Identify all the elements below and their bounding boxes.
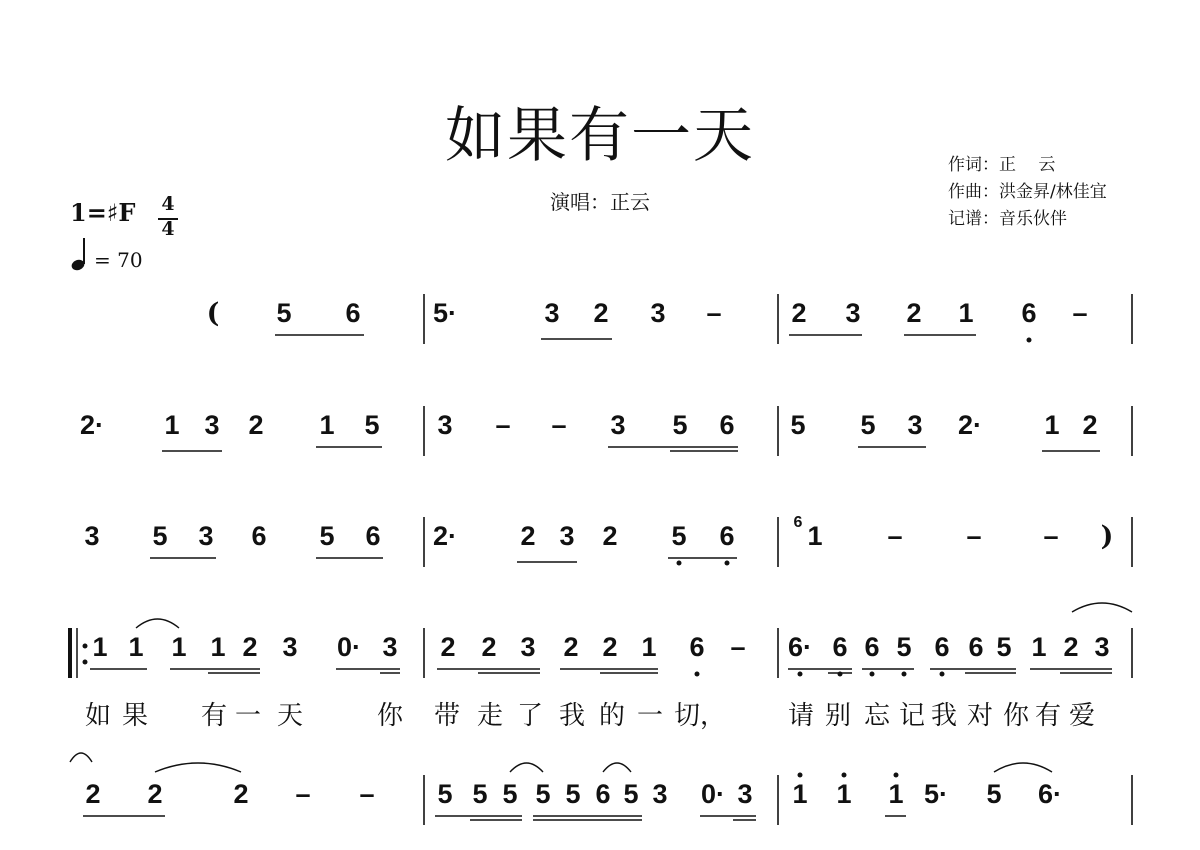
note: 2 <box>248 410 264 440</box>
note: 2 <box>1063 632 1079 662</box>
note: – <box>359 779 375 809</box>
note: 6· <box>1037 779 1063 809</box>
note: 6 <box>251 521 267 551</box>
lyric-char: 果 <box>121 701 149 731</box>
lyric-char: 你 <box>1002 701 1030 731</box>
note: 1 <box>92 632 108 662</box>
note: 3 <box>544 298 560 328</box>
note: – <box>966 521 982 551</box>
lyric-char: 别 <box>824 701 852 731</box>
note: 6 <box>345 298 361 328</box>
note: 3 <box>559 521 575 551</box>
note: 6 <box>1021 298 1037 328</box>
lyric-char: 如 <box>84 701 112 731</box>
lyric-char: 忘 <box>863 701 891 731</box>
octave-dot-low <box>1027 338 1032 343</box>
octave-dot-high <box>798 773 803 778</box>
tempo-marking: = 70 <box>94 248 143 272</box>
lyric-char: 的 <box>598 701 626 731</box>
note: 0· <box>700 779 726 809</box>
note: – <box>730 632 746 662</box>
note: 5 <box>790 410 806 440</box>
note: 2 <box>233 779 249 809</box>
octave-dot-low <box>940 672 945 677</box>
lyric-char: 有 <box>1034 701 1062 731</box>
note: 3 <box>610 410 626 440</box>
note: 6 <box>719 521 735 551</box>
note: 2 <box>563 632 579 662</box>
transcriber-credit: 记谱：音乐伙伴 <box>948 209 1067 229</box>
lyric-char: 带 <box>433 701 461 731</box>
note: 5 <box>996 632 1012 662</box>
note: 1 <box>792 779 808 809</box>
note: 6 <box>968 632 984 662</box>
singer-credit: 演唱：正云 <box>550 190 650 214</box>
note: 2 <box>440 632 456 662</box>
note: 5 <box>896 632 912 662</box>
note: 6 <box>365 521 381 551</box>
note: 5 <box>276 298 292 328</box>
note: 6 <box>864 632 880 662</box>
note: 2 <box>147 779 163 809</box>
note: 1 <box>128 632 144 662</box>
note: – <box>1043 521 1059 551</box>
slur <box>603 763 631 772</box>
note: 2· <box>79 410 105 440</box>
note: 3 <box>437 410 453 440</box>
note: 3 <box>652 779 668 809</box>
note: 6 <box>595 779 611 809</box>
lyric-char: 请 <box>787 701 815 731</box>
lyric-char: 对 <box>966 701 994 731</box>
grace-note: 6 <box>793 514 803 531</box>
repeat-dot <box>83 660 88 665</box>
note: 5 <box>671 521 687 551</box>
note: 2 <box>791 298 807 328</box>
note: – <box>295 779 311 809</box>
lyric-char: 走 <box>476 701 504 731</box>
octave-dot-high <box>842 773 847 778</box>
lyric-char: 有 <box>200 701 228 731</box>
key-signature: 1=♯F <box>70 198 136 227</box>
note: 5· <box>923 779 949 809</box>
repeat-dot <box>83 644 88 649</box>
note: 1 <box>958 298 974 328</box>
note: 1 <box>641 632 657 662</box>
note: 5 <box>623 779 639 809</box>
note: 1 <box>319 410 335 440</box>
slur <box>510 763 543 772</box>
lyric-char: 一 <box>234 701 262 731</box>
note: 3 <box>198 521 214 551</box>
note: 5 <box>986 779 1002 809</box>
note: – <box>706 298 722 328</box>
note: 1 <box>888 779 904 809</box>
octave-dot-low <box>695 672 700 677</box>
lyric-char: 天 <box>276 701 304 731</box>
note: 5 <box>860 410 876 440</box>
lyric-char: 我 <box>930 701 958 731</box>
note: 1 <box>1044 410 1060 440</box>
note: 3 <box>845 298 861 328</box>
time-signature-top: 4 <box>161 193 175 215</box>
note: 6 <box>832 632 848 662</box>
note: 2· <box>957 410 983 440</box>
lyric-char: 我 <box>558 701 586 731</box>
lyric-char: 切， <box>673 701 727 731</box>
note: 3 <box>650 298 666 328</box>
note: 3 <box>84 521 100 551</box>
slur <box>1072 603 1132 612</box>
note: 5 <box>319 521 335 551</box>
note: 2 <box>242 632 258 662</box>
note: 5 <box>364 410 380 440</box>
octave-dot-low <box>838 672 843 677</box>
note: 5 <box>535 779 551 809</box>
note: 5 <box>672 410 688 440</box>
note: 2 <box>85 779 101 809</box>
note: – <box>495 410 511 440</box>
note: 2 <box>1082 410 1098 440</box>
lyricist-credit: 作词：正 云 <box>948 155 1056 175</box>
note: 0· <box>336 632 362 662</box>
note: 5 <box>437 779 453 809</box>
note: 2 <box>481 632 497 662</box>
note: 1 <box>836 779 852 809</box>
note: 5 <box>502 779 518 809</box>
octave-dot-low <box>725 561 730 566</box>
note: 3 <box>907 410 923 440</box>
note: 2· <box>432 521 458 551</box>
page-title: 如果有一天 <box>445 101 755 171</box>
note: 6· <box>787 632 813 662</box>
slur <box>70 753 92 762</box>
note: – <box>1072 298 1088 328</box>
note: 5 <box>152 521 168 551</box>
note: ( <box>206 298 220 329</box>
lyric-char: 你 <box>376 701 404 731</box>
octave-dot-low <box>902 672 907 677</box>
slur <box>155 763 241 772</box>
octave-dot-low <box>798 672 803 677</box>
note: 2 <box>602 521 618 551</box>
note: 3 <box>737 779 753 809</box>
note: 5 <box>472 779 488 809</box>
note: 1 <box>1031 632 1047 662</box>
slur <box>136 619 179 628</box>
note: 3 <box>1094 632 1110 662</box>
note: 6 <box>719 410 735 440</box>
note: 5 <box>565 779 581 809</box>
lyric-char: 爱 <box>1068 701 1096 731</box>
note: – <box>551 410 567 440</box>
note: 6 <box>934 632 950 662</box>
note: – <box>887 521 903 551</box>
note: 2 <box>906 298 922 328</box>
octave-dot-low <box>870 672 875 677</box>
note: 3 <box>282 632 298 662</box>
octave-dot-low <box>677 561 682 566</box>
lyric-char: 一 <box>636 701 664 731</box>
slur <box>994 763 1052 772</box>
octave-dot-high <box>894 773 899 778</box>
note: 1 <box>171 632 187 662</box>
note: 1 <box>807 521 823 551</box>
note: 3 <box>204 410 220 440</box>
note: 2 <box>593 298 609 328</box>
lyric-char: 记 <box>898 701 926 731</box>
note: 3 <box>382 632 398 662</box>
note: 6 <box>689 632 705 662</box>
note: 2 <box>602 632 618 662</box>
note: 3 <box>520 632 536 662</box>
time-signature-bottom: 4 <box>161 218 175 240</box>
note: 5· <box>432 298 458 328</box>
lyric-char: 了 <box>516 701 544 731</box>
note: ) <box>1100 521 1114 552</box>
note: 1 <box>164 410 180 440</box>
composer-credit: 作曲：洪金昇/林佳宜 <box>948 182 1107 202</box>
note: 1 <box>210 632 226 662</box>
note: 2 <box>520 521 536 551</box>
